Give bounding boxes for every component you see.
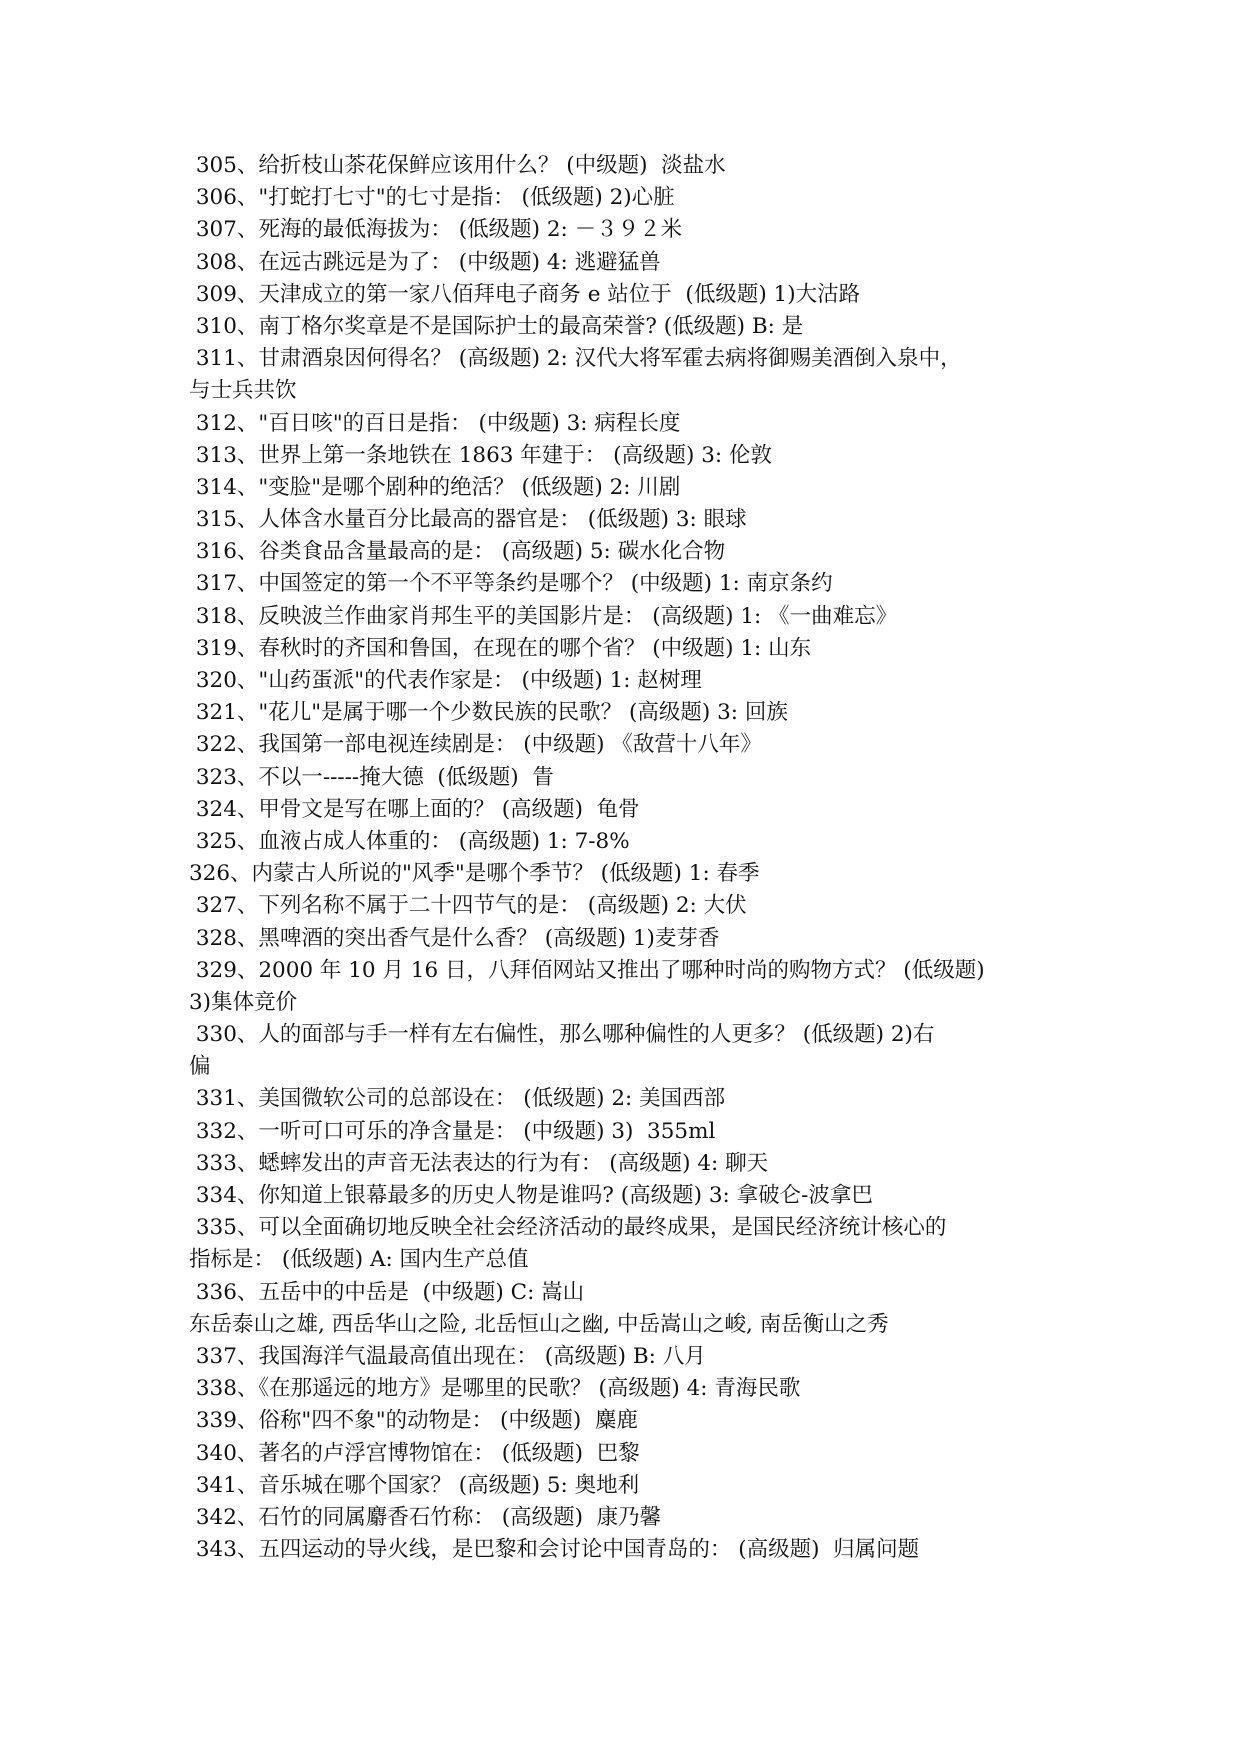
text-line: 317、中国签定的第一个不平等条约是哪个？ (中级题) 1: 南京条约 [189,571,833,597]
document-body [189,150,1069,1566]
text-line: 329、2000 年 10 月 16 日，八拜佰网站又推出了哪种时尚的购物方式？ (低级题) [189,957,985,983]
text-line: 指标是： (低级题) A: 国内生产总值 [189,1247,529,1273]
text-line: 338、《在那遥远的地方》是哪里的民歌？ (高级题) 4: 青海民歌 [189,1376,801,1402]
text-line: 305、给折枝山茶花保鲜应该用什么？ (中级题) 淡盐水 [189,153,726,178]
text-line: 320、"山药蛋派"的代表作家是： (中级题) 1: 赵树理 [189,668,702,693]
text-line: 328、黑啤酒的突出香气是什么香？ (高级题) 1)麦芽香 [189,925,720,951]
text-line: 340、著名的卢浮宫博物馆在： (低级题) 巴黎 [189,1440,640,1466]
text-line: 318、反映波兰作曲家肖邦生平的美国影片是： (高级题) 1: 《一曲难忘》 [189,603,898,629]
text-line: 343、五四运动的导火线，是巴黎和会讨论中国青岛的： (高级题) 归属问题 [189,1537,920,1563]
text-line: 东岳泰山之雄, 西岳华山之险, 北岳恒山之幽, 中岳嵩山之峻, 南岳衡山之秀 [189,1311,889,1337]
text-line: 335、可以全面确切地反映全社会经济活动的最终成果，是国民经济统计核心的 [189,1215,947,1241]
text-line: 333、蟋蟀发出的声音无法表达的行为有： (高级题) 4: 聊天 [189,1150,769,1176]
text-line: 偏 [189,1054,211,1080]
text-line: 334、你知道上银幕最多的历史人物是谁吗? (高级题) 3: 拿破仑-波拿巴 [189,1183,873,1208]
text-line: 3)集体竞价 [189,989,298,1015]
text-line: 327、下列名称不属于二十四节气的是： (高级题) 2: 大伏 [189,893,747,919]
text-line: 322、我国第一部电视连续剧是： (中级题) 《敌营十八年》 [189,732,762,758]
text-line: 307、死海的最低海拔为： (低级题) 2: －３９２米 [189,217,683,243]
text-line: 316、谷类食品含量最高的是： (高级题) 5: 碳水化合物 [189,539,726,565]
text-line: 309、天津成立的第一家八佰拜电子商务 e 站位于 (低级题) 1)大沽路 [189,281,861,307]
text-line: 308、在远古跳远是为了： (中级题) 4: 逃避猛兽 [189,249,661,275]
text-line: 339、俗称"四不象"的动物是： (中级题) 麋鹿 [189,1408,638,1434]
text-line: 315、人体含水量百分比最高的器官是： (低级题) 3: 眼球 [189,507,747,533]
text-line: 341、音乐城在哪个国家？ (高级题) 5: 奥地利 [189,1472,640,1498]
text-line: 319、春秋时的齐国和鲁国，在现在的哪个省？ (中级题) 1: 山东 [189,635,812,661]
text-line: 306、"打蛇打七寸"的七寸是指： (低级题) 2)心脏 [189,185,675,211]
text-line: 331、美国微软公司的总部设在： (低级题) 2: 美国西部 [189,1086,726,1112]
text-line: 324、甲骨文是写在哪上面的？ (高级题) 龟骨 [189,796,640,822]
text-line: 326、内蒙古人所说的"风季"是哪个季节？ (低级题) 1: 春季 [189,861,760,887]
text-line: 332、一听可口可乐的净含量是： (中级题) 3) 355ml [189,1118,716,1144]
text-line: 与士兵共饮 [189,378,297,404]
text-line: 330、人的面部与手一样有左右偏性，那么哪种偏性的人更多？ (低级题) 2)右 [189,1022,935,1048]
text-line: 312、"百日咳"的百日是指： (中级题) 3: 病程长度 [189,410,681,436]
text-line: 337、我国海洋气温最高值出现在： (高级题) B: 八月 [189,1343,706,1369]
text-line: 342、石竹的同属麝香石竹称： (高级题) 康乃馨 [189,1504,662,1530]
text-line: 321、"花儿"是属于哪一个少数民族的民歌？ (高级题) 3: 回族 [189,700,788,726]
text-line: 311、甘肃酒泉因何得名？ (高级题) 2: 汉代大将军霍去病将御赐美酒倒入泉中， [189,346,962,372]
text-line: 314、"变脸"是哪个剧种的绝活？ (低级题) 2: 川剧 [189,474,681,500]
text-line: 310、南丁格尔奖章是不是国际护士的最高荣誉? (低级题) B: 是 [189,313,804,339]
text-line: 323、不以一-----掩大德 (低级题) 眚 [189,764,554,790]
text-line: 325、血液占成人体重的： (高级题) 1: 7-8% [189,828,630,854]
text-line: 336、五岳中的中岳是 (中级题) C: 嵩山 [189,1279,585,1305]
text-line: 313、世界上第一条地铁在 1863 年建于： (高级题) 3: 伦敦 [189,442,772,468]
